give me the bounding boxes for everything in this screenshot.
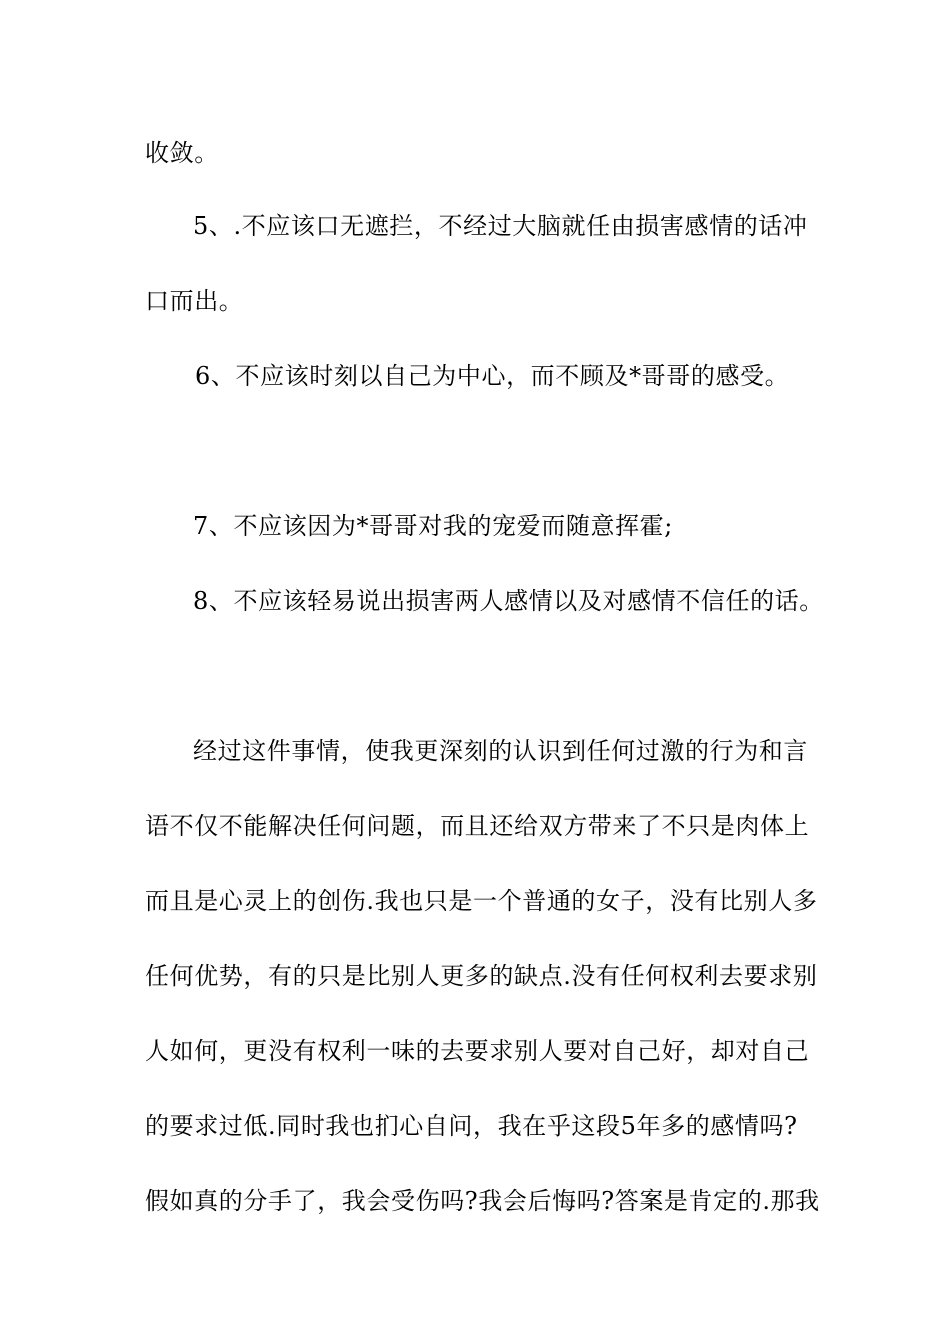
- paragraph-line: 人如何，更没有权利一味的去要求别人要对自己好，却对自己: [145, 1037, 810, 1065]
- list-item-8: 8、不应该轻易说出损害两人感情以及对感情不信任的话。: [193, 587, 824, 615]
- list-item-6: 6、不应该时刻以自己为中心，而不顾及*哥哥的感受。: [195, 362, 790, 390]
- list-item-5-line-1: 5、.不应该口无遮拦，不经过大脑就任由损害感情的话冲: [193, 212, 808, 240]
- list-item-7: 7、不应该因为*哥哥对我的宠爱而随意挥霍;: [193, 512, 673, 540]
- paragraph-line: 而且是心灵上的创伤.我也只是一个普通的女子，没有比别人多: [145, 887, 818, 915]
- paragraph-line: 假如真的分手了，我会受伤吗?我会后悔吗?答案是肯定的.那我: [145, 1187, 820, 1215]
- paragraph-line: 收敛。: [145, 139, 219, 167]
- list-item-5-line-2: 口而出。: [145, 287, 244, 315]
- paragraph-line: 语不仅不能解决任何问题，而且还给双方带来了不只是肉体上: [145, 812, 810, 840]
- paragraph-line: 经过这件事情，使我更深刻的认识到任何过激的行为和言: [193, 737, 808, 765]
- paragraph-line: 的要求过低.同时我也扪心自问，我在乎这段5年多的感情吗?: [145, 1112, 798, 1140]
- paragraph-line: 任何优势，有的只是比别人更多的缺点.没有任何权利去要求别: [145, 962, 818, 990]
